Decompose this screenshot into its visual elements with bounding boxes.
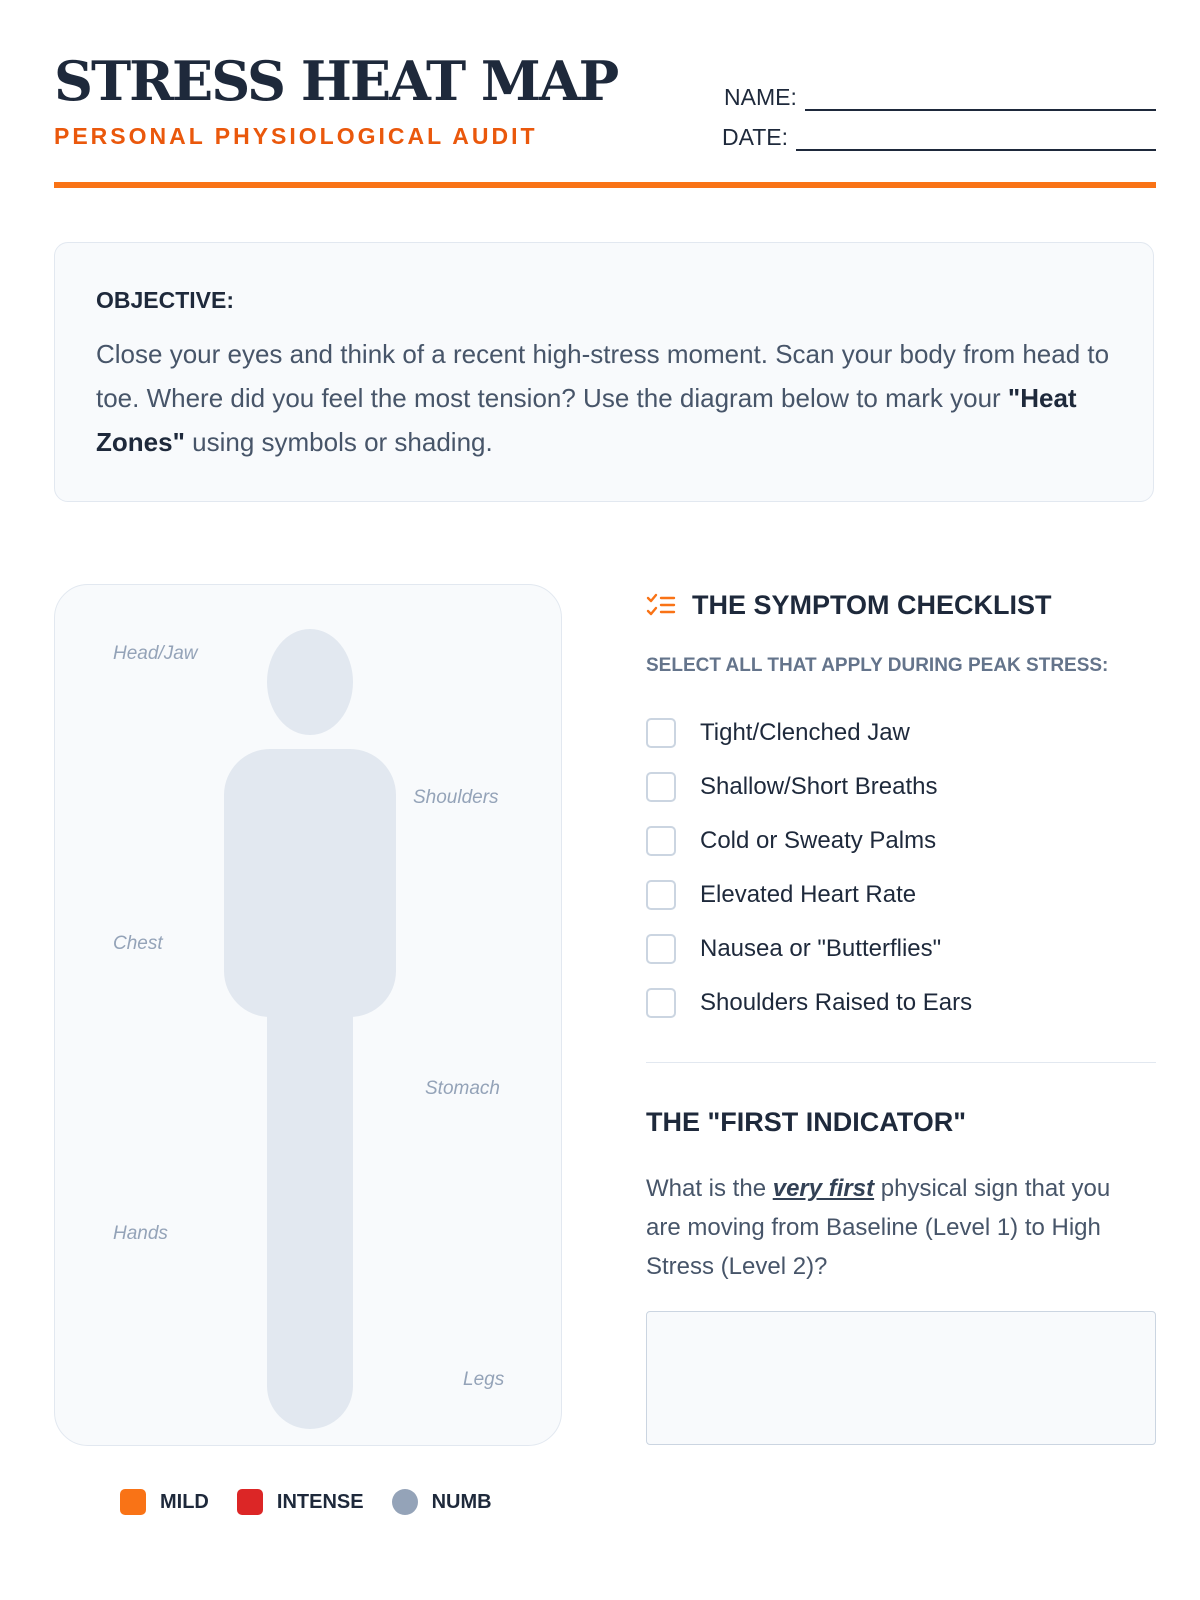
mild-swatch [120,1489,146,1515]
checkbox[interactable] [646,718,676,748]
header-divider [54,182,1156,188]
zone-label-shoulders: Shoulders [413,787,499,808]
checkbox[interactable] [646,826,676,856]
checklist-header [646,590,1052,621]
checklist-item-label: Cold or Sweaty Palms [700,827,937,854]
body-diagram[interactable] [54,584,562,1446]
checklist-title: THE SYMPTOM CHECKLIST [692,590,1052,620]
legend-label-mild: MILD [160,1490,209,1513]
checklist-item[interactable] [646,976,1156,1030]
checklist-item[interactable] [646,814,1156,868]
checkbox[interactable] [646,934,676,964]
legend-item-intense [237,1489,364,1515]
first-indicator-answer-box[interactable] [646,1311,1156,1445]
first-indicator-emphasis: very first [772,1175,875,1202]
date-field [722,121,1156,151]
zone-label-stomach: Stomach [425,1078,500,1099]
checkbox[interactable] [646,772,676,802]
checklist-item-label: Tight/Clenched Jaw [700,719,910,746]
checklist-icon [646,593,676,619]
checklist-instructions: SELECT ALL THAT APPLY DURING PEAK STRESS: [646,655,1109,676]
zone-label-head: Head/Jaw [113,643,198,664]
body-head-shape[interactable] [267,629,353,735]
checklist-item[interactable] [646,922,1156,976]
zone-label-legs: Legs [463,1369,505,1390]
section-divider [646,1062,1156,1063]
heat-legend [120,1489,520,1515]
objective-text-end: using symbols or shading. [184,427,493,457]
checklist-item[interactable] [646,868,1156,922]
checklist-item-label: Nausea or "Butterflies" [700,935,942,962]
name-line[interactable] [805,87,1156,111]
checklist-item-label: Elevated Heart Rate [700,881,917,908]
name-field [724,81,1156,111]
name-label: NAME: [724,84,797,110]
legend-label-numb: NUMB [431,1490,492,1513]
checkbox[interactable] [646,880,676,910]
legend-item-numb [392,1489,492,1515]
zone-label-chest: Chest [113,933,163,954]
checklist-item[interactable] [646,706,1156,760]
numb-swatch [392,1489,418,1515]
zone-label-hands: Hands [113,1223,168,1244]
legend-label-intense: INTENSE [276,1490,364,1513]
first-indicator-question [646,1169,1146,1286]
objective-heading: OBJECTIVE: [96,287,235,313]
page-subtitle: PERSONAL PHYSIOLOGICAL AUDIT [54,123,538,149]
checklist-item-label: Shallow/Short Breaths [700,773,938,800]
objective-text [96,332,1113,464]
checklist-item-label: Shoulders Raised to Ears [700,989,973,1016]
objective-text-emphasis: "Heat Zones" [96,383,1077,457]
legend-item-mild [120,1489,209,1515]
objective-text-start: Close your eyes and think of a recent high-stress moment. Scan your body from head to toe. Where did you feel the most tension? Use the diagram below to mark your [96,339,1110,413]
symptom-checklist [646,706,1156,1030]
page-title: STRESS HEAT MAP [54,49,618,113]
objective-box [54,242,1154,502]
checkbox[interactable] [646,988,676,1018]
body-torso-shape[interactable] [224,749,396,1017]
checklist-item[interactable] [646,760,1156,814]
body-legs-shape[interactable] [267,965,353,1429]
date-line[interactable] [796,127,1156,151]
date-label: DATE: [722,124,789,150]
first-indicator-title: THE "FIRST INDICATOR" [646,1107,967,1137]
first-indicator-text-start: What is the [646,1175,773,1202]
intense-swatch [237,1489,263,1515]
first-indicator-text-end: physical sign that you are moving from Baseline (Level 1) to High Stress (Level 2)? [646,1175,1111,1280]
